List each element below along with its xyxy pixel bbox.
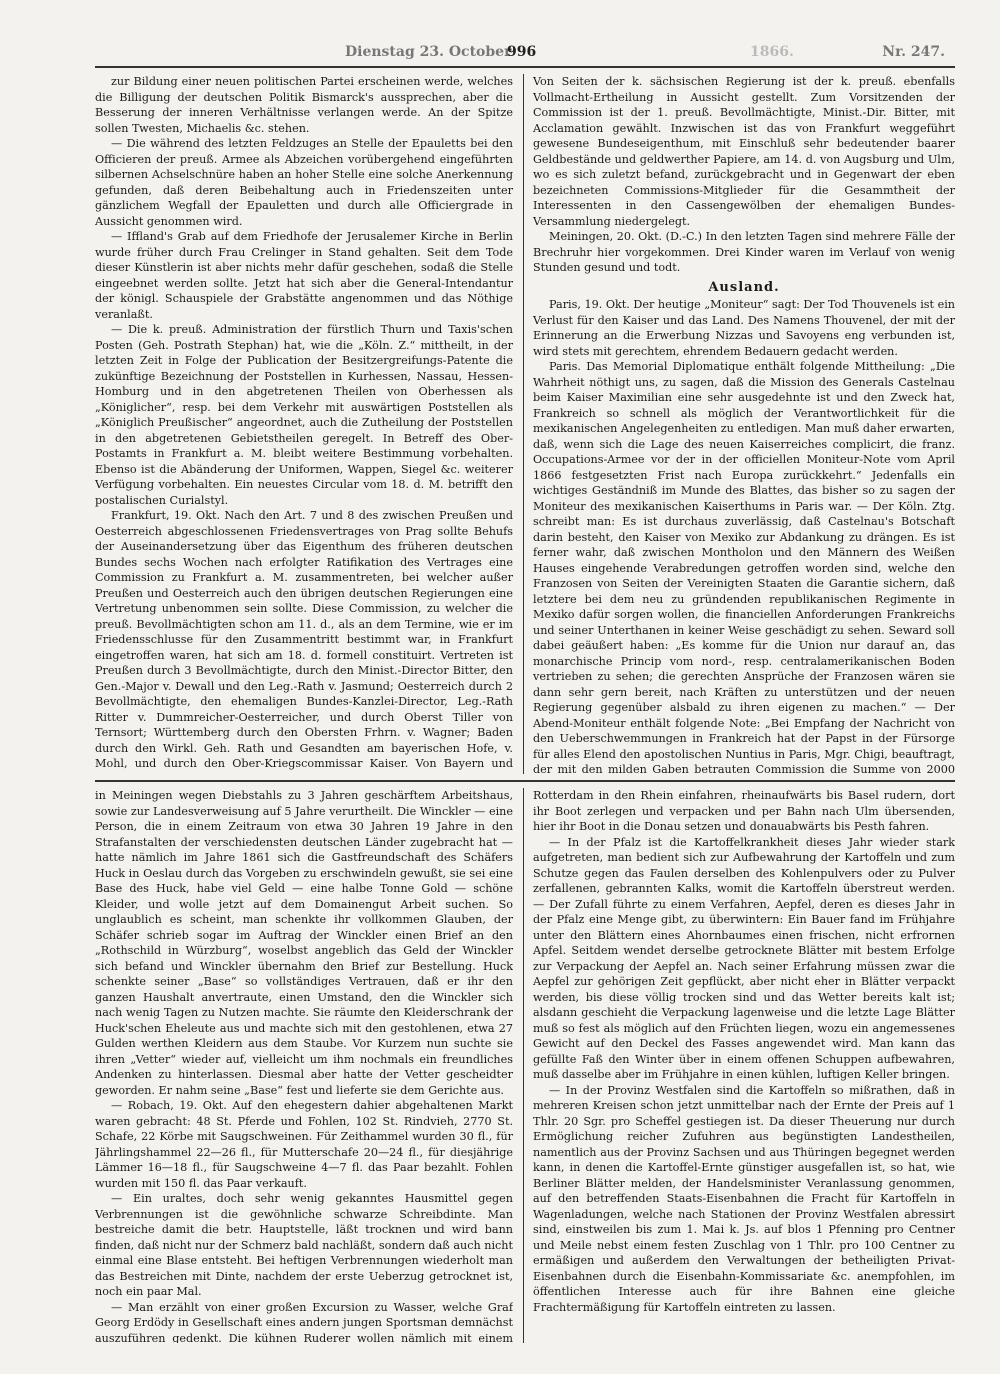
article-paragraph: — Die k. preuß. Administration der fürstlich Thurn und Taxis'schen Posten (Geh. Postrath Stephan) hat, wie die „Köln. Z.“ mittheilt, in der letzten Zeit in Folge der Publication der Besitzergreifungs-Patente die zukünftige Bezeichnung der Poststellen in Kurhessen, Nassau, Hessen-Homburg und in den abgetretenen Theilen von Oberhessen als „Königlicher“, resp. bei dem Verkehr mit auswärtigen Poststellen als „Königlich Preußischer“ angeordnet, auch die Zutheilung der Poststellen in den abgetretenen Gebietstheilen geregelt. In Betreff des Ober-Postamts in Frankfurt a. M. bleibt weitere Bestimmung vorbehalten. Ebenso ist die Abänderung der Uniformen, Wappen, Siegel &c. weiterer Verfügung vorbehalten. Ein neuestes Circular vom 18. d. M. betrifft den postalischen Curialstyl. <box>95 323 513 507</box>
article-paragraph: — In der Provinz Westfalen sind die Kartoffeln so mißrathen, daß in mehreren Kreisen schon jetzt unmittelbar nach der Ernte der Preis auf 1 Thlr. 20 Sgr. pro Scheffel gestiegen ist. Da dieser Theuerung nur durch Ermöglichung reicher Zufuhren aus begünstigten Landestheilen, namentlich aus der Provinz Sachsen und aus Thüringen begegnet werden kann, in denen die Kartoffel-Ernte günstiger ausgefallen ist, so hat, wie Berliner Blätter melden, der Handelsminister Veranlassung genommen, auf den betreffenden Staats-Eisenbahnen die Fracht für Kartoffeln in Wagenladungen, welche nach Stationen der Provinz Westfalen abressirt sind, einstweilen bis zum 1. Mai k. Js. auf blos 1 Pfenning pro Centner und Meile nebst einem festen Zuschlag von 1 Thlr. pro 100 Centner zu ermäßigen und außerdem den Verwaltungen der betheiligten Privat-Eisenbahnen durch die Eisenbahn-Kommissariate &c. anempfohlen, im öffentlichen Interesse auch für ihre Bahnen eine gleiche Frachtermäßigung für Kartoffeln eintreten zu lassen. <box>533 1083 955 1314</box>
article-paragraph: Paris. Das Memorial Diplomatique enthält folgende Mittheilung: „Die Wahrheit nöthigt uns, zu sagen, daß die Mission des Generals Castelnau beim Kaiser Maximilian eine sehr ausgedehnte ist und den Zweck hat, Frankreich so schnell als möglich der Verantwortlichkeit für die mexikanischen Angelegenheiten zu entledigen. Man muß daher erwarten, daß, wenn sich die Lage des neuen Kaiserreiches complicirt, die franz. Occupations-Armee vor der in der officiellen Moniteur-Note vom April 1866 festgesetzten Frist nach Europa zurückkehrt.“ Jedenfalls ein wichtiges Geständniß im Munde des Blattes, das bisher so zu sagen der Moniteur des mexikanischen Kaiserthums in Paris war. — Der Köln. Ztg. schreibt man: Es ist durchaus zuverlässig, daß Castelnau's Botschaft darin besteht, den Kaiser von Mexiko zur Abdankung zu drängen. Es ist ferner wahr, daß zwischen Montholon und den Männern des Weißen Hauses eingehende Verabredungen getroffen worden sind, welche den Franzosen von Seiten der Vereinigten Staaten die Garantie sichern, daß letztere bei dem neu zu gründenden republikanischen Regimente in Mexiko dafür sorgen wollen, die financiellen Anforderungen Frankreichs und seiner Unterthanen in keiner Weise geschädigt zu sehen. Seward soll dabei geäußert haben: „Es komme für die Union nur darauf an, das monarchische Princip vom nord-, resp. centralamerikanischen Boden vertrieben zu sehen; die gerechten Ansprüche der Franzosen wären sie dann sehr gern bereit, nach Kräften zu unterstützen und der neuen Regierung gegenüber alsbald zu ihren eigenen zu machen.“ — Der Abend-Moniteur enthält folgende Note: „Bei Empfang der Nachricht von den Ueberschwemmungen in Frankreich hat der Papst in der Fürsorge für alles Elend den apostolischen Nuntius in Paris, Mgr. Chigi, beauftragt, der mit den milden Gaben betrauten Commission die Summe von 2000 <box>533 360 955 774</box>
article-paragraph: Rotterdam in den Rhein einfahren, rheinaufwärts bis Basel rudern, dort ihr Boot zerlegen und verpacken und per Bahn nach Ulm übersenden, hier ihr Boot in die Donau setzen und donauabwärts bis Pesth fahren. <box>533 789 955 833</box>
article-paragraph: — Robach, 19. Okt. Auf den ehegestern dahier abgehaltenen Markt waren gebracht: 48 St. Pferde und Fohlen, 102 St. Rindvieh, 2770 St. Schafe, 22 Körbe mit Saugschweinen. Für Zeithammel wurden 30 fl., für Jährlingshammel 22—26 fl., für Mutterschafe 20—24 fl., für diesjährige Lämmer 16—18 fl., für Saugschweine 4—7 fl. das Paar bezahlt. Fohlen wurden mit 150 fl. das Paar verkauft. <box>95 1099 513 1190</box>
article-paragraph: — In der Pfalz ist die Kartoffelkrankheit dieses Jahr wieder stark aufgetreten, man bedient sich zur Aufbewahrung der Kartoffeln und zum Schutze gegen das Faulen derselben des Kohlenpulvers oder zu Pulver zerfallenen, gebrannten Kalks, womit die Kartoffeln überstreut werden. — Der Zufall führte zu einem Verfahren, Aepfel, deren es dieses Jahr in der Pfalz eine Menge gibt, zu überwintern: Ein Bauer fand im Frühjahre unter den Blättern eines Ahornbaumes einen frischen, nicht erfrornen Apfel. Seitdem wendet derselbe getrocknete Blätter mit bestem Erfolge zur Verpackung der Aepfel an. Nach seiner Erfahrung müssen zwar die Aepfel zur gehörigen Zeit gepflückt, aber nicht eher in Blätter verpackt werden, bis diese völlig trocken sind und das Wetter bereits kalt ist; alsdann geschieht die Verpackung lagenweise und die letzte Lage Blätter muß so fest als möglich auf den Früchten liegen, wozu ein angemessenes Gewicht auf den Deckel des Fasses angewendet wird. Man kann das gefüllte Faß den Winter über in einem offenen Schuppen aufbewahren, muß dasselbe aber im Frühjahre in einen kühlen, luftigen Keller bringen. <box>533 835 955 1081</box>
column-upper-right <box>533 74 955 774</box>
column-divider <box>523 788 524 1343</box>
masthead <box>95 44 955 68</box>
article-paragraph: in Meiningen wegen Diebstahls zu 3 Jahren geschärftem Arbeitshaus, sowie zur Landesverweisung auf 5 Jahre verurtheilt. Die Winckler — eine Person, die in einem Zeitraum von etwa 30 Jahren 19 Jahre in den Strafanstalten der verschiedensten deutschen Länder zugebracht hat — hatte nämlich im Jahre 1861 sich die Gastfreundschaft des Schäfers Huck in Oeslau durch das Vorgeben zu erschwindeln gewußt, sie sei eine Base des Huck, habe viel Geld — eine halbe Tonne Gold — schöne Kleider, und wolle jetzt auf dem Domainengut Arbeit suchen. So unglaublich es scheint, man schenkte ihr vollkommen Glauben, der Schäfer schrieb sogar im Auftrag der Winckler einen Brief an den „Rothschild in Würzburg“, woselbst angeblich das Geld der Winckler sich befand und Winckler übernahm den Brief zur Bestellung. Huck schenkte seiner „Base“ so vollständiges Vertrauen, daß er ihr den ganzen Haushalt anvertraute, einen Umstand, den die Winckler sich nach wenig Tagen zu Nutzen machte. Sie räumte den Kleiderschrank der Huck'schen Eheleute aus und machte sich mit den gestohlenen, etwa 27 Gulden werthen Kleidern aus dem Staube. Vor Kurzem nun suchte sie ihren „Vetter“ wieder auf, vielleicht um ihm nochmals ein freundliches Andenken zu hinterlassen. Diesmal aber hatte der Vetter gescheidter geworden. Er nahm seine „Base“ fest und lieferte sie dem Gerichte aus. <box>95 789 513 1097</box>
article-paragraph: — Man erzählt von einer großen Excursion zu Wasser, welche Graf Georg Erdödy in Gesellschaft eines andern jungen Sportsman demnächst auszuführen gedenkt. Die kühnen Ruderer wollen nämlich mit einem <box>95 1300 513 1343</box>
newspaper-page <box>95 44 955 1344</box>
column-upper-left <box>95 74 513 774</box>
article-paragraph: Von Seiten der k. sächsischen Regierung ist der k. preuß. ebenfalls Vollmacht-Ertheilung in Aussicht gestellt. Zum Vorsitzenden der Commission ist der 1. preuß. Bevollmächtigte, Minist.-Dir. Bitter, mit Acclamation gewählt. Inzwischen ist das von Frankfurt weggeführt gewesene Bundeseigenthum, mit Einschluß sehr bedeutender baarer Geldbestände und geldwerther Papiere, am 14. d. von Augsburg und Ulm, wo es sich zuletzt befand, zurückgebracht und in Gegenwart der eben bezeichneten Commissions-Mitglieder für die Gesammtheit der Interessenten in den Cassengewölben der ehemaligen Bundes-Versammlung niedergelegt. <box>533 75 955 228</box>
article-paragraph: — Iffland's Grab auf dem Friedhofe der Jerusalemer Kirche in Berlin wurde früher durch Frau Crelinger in Stand gehalten. Seit dem Tode dieser Künstlerin ist aber nichts mehr dafür geschehen, sodaß die Stelle eingeebnet werden sollte. Jetzt hat sich aber die General-Intendantur der königl. Schauspiele der Grabstätte angenommen und das Nöthige veranlaßt. <box>95 230 513 321</box>
column-divider <box>523 74 524 774</box>
column-lower-left <box>95 788 513 1343</box>
article-paragraph: Frankfurt, 19. Okt. Nach den Art. 7 und 8 des zwischen Preußen und Oesterreich abgeschlossenen Friedensvertrages von Prag sollte Behufs der Auseinandersetzung über das Eigenthum des früheren deutschen Bundes sechs Wochen nach erfolgter Ratifikation des Vertrages eine Commission zu Frankfurt a. M. zusammentreten, bei welcher außer Preußen und Oesterreich auch den übrigen deutschen Regierungen eine Vertretung unbenommen sein sollte. Diese Commission, zu welcher die preuß. Bevollmächtigten schon am 11. d., als an dem Termine, wie er im Friedensschlusse für den Zusammentritt bestimmt war, in Frankfurt eingetroffen waren, hat sich am 18. d. formell constituirt. Vertreten ist Preußen durch 3 Bevollmächtigte, durch den Minist.-Director Bitter, den Gen.-Major v. Dewall und den Leg.-Rath v. Jasmund; Oesterreich durch 2 Bevollmächtigte, den ehemaligen Bundes-Kanzlei-Director, Leg.-Rath Ritter v. Dummreicher-Oesterreicher, und durch Oberst Tiller von Ternsort; Württemberg durch den Obersten Frhrn. v. Wagner; Baden durch den Wirkl. Geh. Rath und Gesandten am bayerischen Hofe, v. Mohl, und durch den Ober-Kriegscommissar Kaiser. Von Bayern und <box>95 509 513 770</box>
article-paragraph: zur Bildung einer neuen politischen Partei erscheinen werde, welches die Billigung der deutschen Politik Bismarck's aussprechen, aber die Besserung der inneren Verhältnisse verlangen werde. An der Spitze sollen Twesten, Michaelis &c. stehen. <box>95 75 513 135</box>
article-paragraph: — Die während des letzten Feldzuges an Stelle der Epauletts bei den Officieren der preuß. Armee als Abzeichen vorübergehend eingeführten silbernen Achselschnüre haben an hoher Stelle eine solche Anerkennung gefunden, daß deren Beibehaltung auch in Friedenszeiten unter gänzlichem Wegfall der Epauletten und durch alle Officiergrade in Aussicht genommen wird. <box>95 137 513 228</box>
article-paragraph: Meiningen, 20. Okt. (D.-C.) In den letzten Tagen sind mehrere Fälle der Brechruhr hier vorgekommen. Drei Kinder waren im Verlauf von wenig Stunden gesund und todt. <box>533 230 955 274</box>
issue-number: Nr. 247. <box>882 44 945 60</box>
issue-year: 1866. <box>750 44 794 60</box>
section-heading-ausland: Ausland. <box>708 279 780 295</box>
column-lower-right <box>533 788 955 1343</box>
page-number: 996 <box>507 44 537 60</box>
article-paragraph: — Ein uraltes, doch sehr wenig gekanntes Hausmittel gegen Verbrennungen ist die gewöhnliche schwarze Schreibdinte. Man bestreiche damit die betr. Hauptstelle, läßt trocknen und wird bann finden, daß nicht nur der Schmerz bald nachläßt, sondern daß auch nicht einmal eine Blase entsteht. Bei heftigen Verbrennungen wiederholt man das Bestreichen mit Dinte, nachdem der erste Ueberzug getrocknet ist, noch ein paar Mal. <box>95 1192 513 1298</box>
issue-date: Dienstag 23. October <box>345 44 512 60</box>
article-paragraph: Paris, 19. Okt. Der heutige „Moniteur“ sagt: Der Tod Thouvenels ist ein Verlust für den Kaiser und das Land. Des Namens Thouvenel, der mit der Erinnerung an die Erwerbung Nizzas und Savoyens eng verbunden ist, wird stets mit gerechtem, ehrendem Bedauern gedacht werden. <box>533 298 955 358</box>
section-divider <box>95 780 955 782</box>
